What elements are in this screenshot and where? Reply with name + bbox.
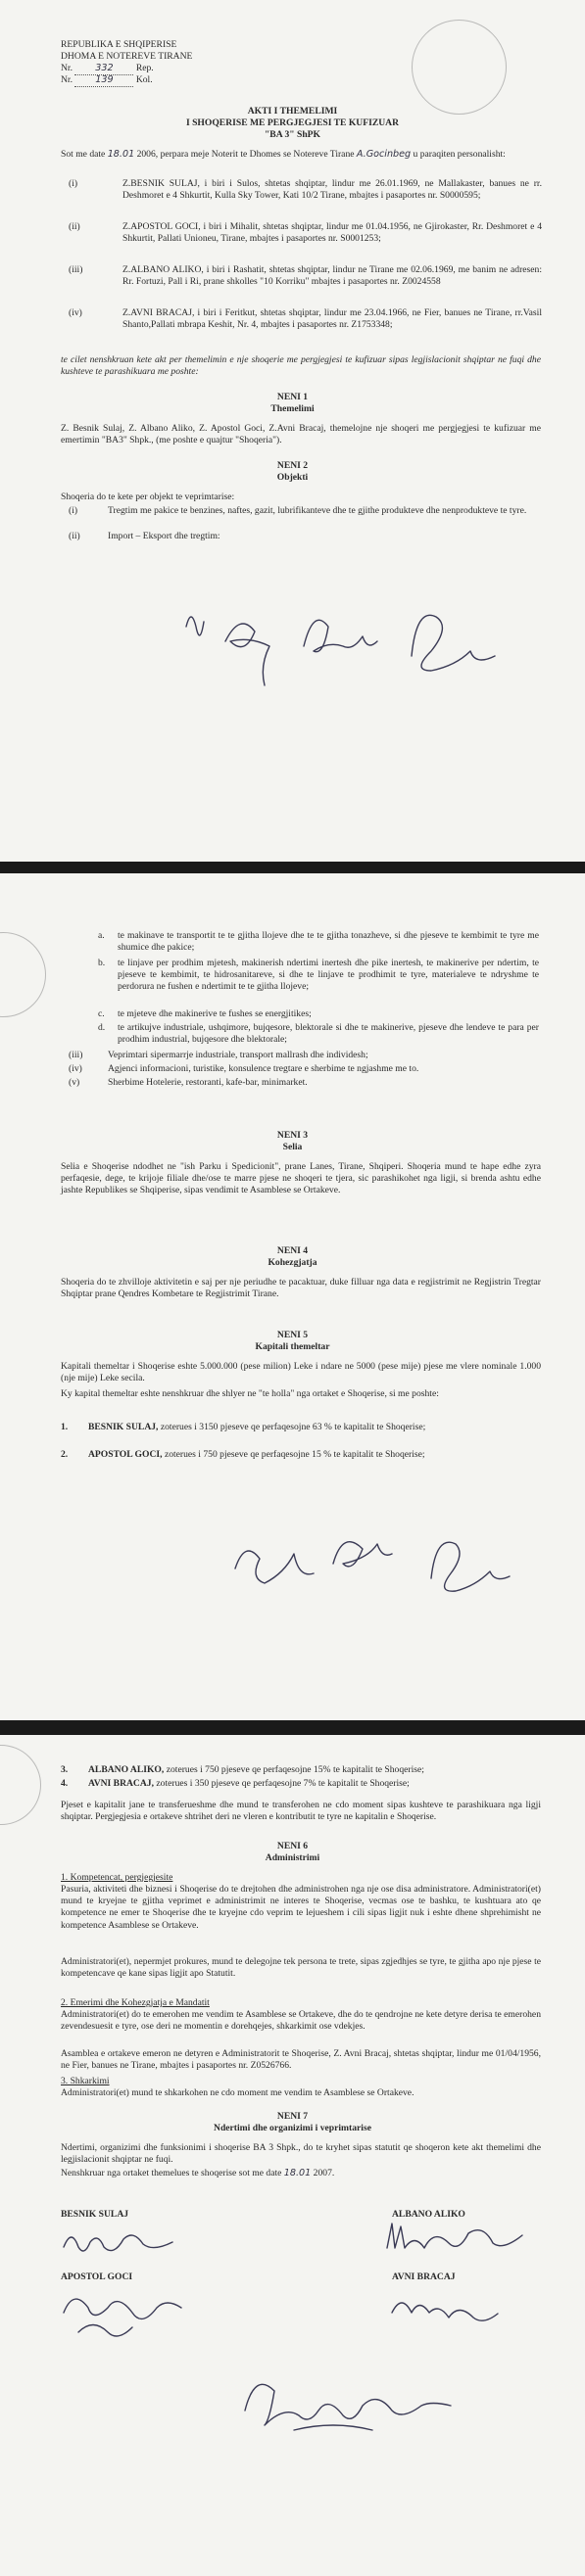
article-5-text-1: Kapitali themeltar i Shoqerise eshte 5.000.000 (pese milion) Leke i ndare ne 5000 (pese mije) pjese me vlere nominale 1.000 (nje mije) Leke secila. — [61, 1361, 541, 1384]
notary-stamp — [0, 932, 46, 1017]
article-2-title: Objekti — [276, 472, 309, 483]
holder-num: 3. — [61, 1764, 69, 1775]
article-6-number: NENI 6 — [276, 1841, 309, 1851]
object-num: (iv) — [69, 1063, 82, 1074]
subitem-text: te linjave per prodhim mjetesh, makinerish ndertimi inertesh dhe pike inertesh, te makinerive per ndertim, te pjeseve te kembimit, te hidrosanitareve, si dhe te linjave te prodhimit te tyre, materialeve te ndryshme te perdorura ne fushen e ndertimit te te gjitha llojeve; — [118, 958, 539, 993]
header-nr-rep: Nr. 332 Rep. — [61, 63, 154, 75]
object-num: (ii) — [69, 531, 80, 541]
signer-name-2: ALBANO ALIKO — [392, 2209, 465, 2220]
party-text: Z.BESNIK SULAJ, i biri i Sulos, shtetas shqiptar, lindur me 26.01.1969, ne Mallakaster, banues ne rr. Deshmoret e 4 Shkurtit, Kulla Sky Tower, Kati 10/2 Tirane, mbajtes i pasaportes nr. S0000595; — [122, 178, 542, 202]
notary-stamp — [0, 1745, 41, 1825]
header-chamber: DHOMA E NOTEREVE TIRANE — [61, 51, 193, 62]
party-num: (iv) — [69, 307, 82, 318]
article-6-sub-3: 3. Shkarkimi — [61, 2076, 110, 2086]
article-6-para-1: Pasuria, aktiviteti dhe biznesi i Shoqerise do te drejtohen dhe administrohen nga nje ose disa administratore. Administratori(et) mund te kryejne te gjitha veprimet e administrimit ne interes te Shoqerise, vecmas ose te bashku, te kushtuara ato qe kompetence ne emer te Shoqerise dhe te kryejne cdo veprim te lejueshem i cili sipas ligjit nuk i eshte dhene shprehimisht ne kompetence Asamblese se Ortakeve. — [61, 1884, 541, 1931]
party-num: (iii) — [69, 264, 83, 275]
object-num: (v) — [69, 1077, 80, 1088]
signer-name-1: BESNIK SULAJ — [61, 2209, 129, 2220]
doc-title-3: "BA 3" ShPK — [264, 129, 321, 140]
signature-apostol-goci — [59, 2283, 216, 2342]
party-text: Z.AVNI BRACAJ, i biri i Feritkut, shtetas shqiptar, lindur me 23.04.1966, ne Fier, banues ne Tirane, rr.Vasil Shanto,Pallati mbrapa Keshit, Nr. 4, mbajtes i pasaportes nr. Z1753348; — [122, 307, 542, 331]
signature-avni-bracaj — [387, 2285, 534, 2324]
document-page-3 — [0, 1735, 585, 2576]
header-republic: REPUBLIKA E SHQIPERISE — [61, 39, 177, 50]
signature-group-1 — [167, 587, 539, 705]
article-7-number: NENI 7 — [276, 2111, 309, 2122]
subitem-num: c. — [98, 1008, 105, 1019]
party-num: (i) — [69, 178, 78, 189]
article-2-number: NENI 2 — [276, 460, 309, 471]
parties-closing: te cilet nenshkruan kete akt per themelimin e nje shoqerie me pergjegjesi te kufizuar sipas legjislacionit shqiptar ne fuqi dhe kushteve te parashikuara me poshte: — [61, 354, 541, 378]
article-3-text: Selia e Shoqerise ndodhet ne "ish Parku i Spedicionit", prane Lanes, Tirane, Shqiperi. Shoqeria mund te hape edhe zyra perfaqesie, dege, te krijoje filiale dhe/ose te marre pjese ne shoqeri te tjera, sic parashikohet nga ligji, si brenda ashtu edhe jashte Republikes se Shqiperise, sipas vendimit te Asamblese se Ortakeve. — [61, 1161, 541, 1196]
article-6-sub-2: 2. Emerimi dhe Kohezgjatja e Mandatit — [61, 1997, 210, 2008]
object-text: Import – Eksport dhe tregtim: — [108, 531, 220, 541]
document-page-2 — [0, 873, 585, 1720]
signature-group-2 — [225, 1510, 549, 1617]
article-6-title: Administrimi — [265, 1852, 320, 1863]
transfer-clause: Pjeset e kapitalit jane te transferueshme dhe mund te transferohen ne cdo moment sipas kushteve te parashikuara nga ligji shqiptar. Pergjegjesia e ortakeve shtrihet deri ne vleren e kontributit te tyre ne kapitalin e Shoqerise. — [61, 1800, 541, 1823]
holder-num: 2. — [61, 1449, 69, 1460]
holder-line: APOSTOL GOCI, zoterues i 750 pjeseve qe perfaqesojne 15 % te kapitalit te Shoqerise; — [88, 1449, 425, 1460]
document-page-1 — [0, 0, 585, 862]
article-1-number: NENI 1 — [276, 392, 309, 402]
party-num: (ii) — [69, 221, 80, 232]
object-num: (iii) — [69, 1050, 83, 1060]
subitem-num: d. — [98, 1022, 106, 1033]
article-6-para-5: Administratori(et) mund te shkarkohen ne cdo moment me vendim te Asamblese se Ortakeve. — [61, 2087, 414, 2098]
article-6-para-2: Administratori(et), nepermjet prokures, mund te delegojne tek persona te trete, sipas zgjedhjes se tyre, te gjitha apo nje pjese te kompetencave qe kane sipas ligjit apo Statutit. — [61, 1956, 541, 1980]
holder-num: 1. — [61, 1422, 69, 1432]
doc-title-1: AKTI I THEMELIMI — [247, 106, 338, 117]
holder-line: AVNI BRACAJ, zoterues i 350 pjeseve qe perfaqesojne 7% te kapitalit te Shoqerise; — [88, 1778, 410, 1789]
subitem-text: te mjeteve dhe makinerive te fushes se energjitikes; — [118, 1008, 312, 1019]
article-7-title: Ndertimi dhe organizimi i veprimtarise — [214, 2123, 371, 2133]
signer-name-3: APOSTOL GOCI — [61, 2272, 133, 2282]
notary-stamp — [412, 20, 507, 115]
subitem-num: a. — [98, 930, 105, 941]
holder-num: 4. — [61, 1778, 69, 1789]
signature-albano-aliko — [382, 2219, 549, 2258]
article-3-number: NENI 3 — [276, 1130, 309, 1141]
party-text: Z.APOSTOL GOCI, i biri i Mihalit, shtetas shqiptar, lindur me 01.04.1956, ne Gjirokaster, Rr. Deshmoret e 4 Shkurtit, Pallati Unioneu, Tirane, mbajtes i pasaportes nr. S0001253; — [122, 221, 542, 245]
article-1-title: Themelimi — [270, 403, 315, 414]
object-num: (i) — [69, 505, 78, 516]
holder-line: BESNIK SULAJ, zoterues i 3150 pjeseve qe perfaqesojne 63 % te kapitalit te Shoqerise; — [88, 1422, 426, 1432]
object-text: Agjenci informacioni, turistike, konsulence tregtare e sherbime te ngjashme me to. — [108, 1063, 419, 1074]
article-6-sub-1: 1. Kompetencat, pergjegjesite — [61, 1872, 173, 1883]
article-4-title: Kohezgjatja — [268, 1257, 317, 1268]
article-3-title: Selia — [282, 1142, 303, 1152]
article-5-title: Kapitali themeltar — [255, 1341, 330, 1352]
article-4-number: NENI 4 — [276, 1245, 309, 1256]
article-1-text: Z. Besnik Sulaj, Z. Albano Aliko, Z. Apostol Goci, Z.Avni Bracaj, themelojne nje shoqeri me pergjegjesi te kufizuar me emertimin "BA3" Shpk., (me poshte e quajtur "Shoqeria"). — [61, 423, 541, 446]
signer-name-4: AVNI BRACAJ — [392, 2272, 456, 2282]
article-5-number: NENI 5 — [276, 1330, 309, 1340]
doc-title-2: I SHOQERISE ME PERGJEGJESI TE KUFIZUAR — [185, 117, 400, 128]
article-7-text: Ndertimi, organizimi dhe funksionimi i shoqerise BA 3 Shpk., do te kryhet sipas statutit qe shoqeron kete akt themelimi dhe legjislacionit shqiptar ne fuqi. — [61, 2142, 541, 2166]
object-text: Sherbime Hotelerie, restoranti, kafe-bar, minimarket. — [108, 1077, 308, 1088]
article-5-text-2: Ky kapital themeltar eshte nenshkruar dhe shlyer ne "te holla" nga ortaket e Shoqerise, si me poshte: — [61, 1388, 439, 1399]
article-2-intro: Shoqeria do te kete per objekt te veprimtarise: — [61, 492, 235, 502]
header-nr-kol: Nr. 139 Kol. — [61, 74, 153, 87]
signing-date-line: Nenshkruar nga ortaket themelues te shoqerise sot me date 18.01 2007. — [61, 2168, 335, 2178]
article-6-para-3: Administratori(et) do te emerohen me vendim te Asamblese se Ortakeve, dhe do te qendrojne ne kete detyre derisa te emerohen zevendesuesit e tyre, ose deri ne momentin e dorehqejes, shkarkimit ose vdekjes. — [61, 2009, 541, 2033]
subitem-text: te artikujve industriale, ushqimore, bujqesore, blektorale si dhe te makinerive, pjeseve dhe lendeve te para per prodhim industrial, bujqesore dhe blektorale; — [118, 1022, 539, 1046]
article-4-text: Shoqeria do te zhvilloje aktivitetin e saj per nje periudhe te pacaktuar, duke filluar nga data e regjistrimit ne Regjistrin Tregtar Shqiptar prane Qendres Kombetare te Regjistrimit Tirane. — [61, 1277, 541, 1300]
intro-paragraph: Sot me date 18.01 2006, perpara meje Noterit te Dhomes se Notereve Tirane A.Gocinbeg u paraqiten personalisht: — [61, 149, 506, 160]
signature-besnik-sulaj — [59, 2223, 196, 2262]
subitem-num: b. — [98, 958, 106, 968]
holder-line: ALBANO ALIKO, zoterues i 750 pjeseve qe perfaqesojne 15% te kapitalit te Shoqerise; — [88, 1764, 424, 1775]
signature-notary — [235, 2362, 480, 2450]
subitem-text: te makinave te transportit te te gjitha llojeve dhe te te gjitha tonazheve, si dhe pjeseve te kembimit te tyre me shumice dhe pakice; — [118, 930, 539, 954]
party-text: Z.ALBANO ALIKO, i biri i Rashatit, shtetas shqiptar, lindur ne Tirane me 02.06.1969, me banim ne adresen: Rr. Fortuzi, Pall i Ri, prane shkolles "10 Korriku" mbajtes i pasaportes nr. Z0024558 — [122, 264, 542, 288]
object-text: Tregtim me pakice te benzines, naftes, gazit, lubrifikanteve dhe te gjithe produkteve dhe nenprodukteve te tyre. — [108, 505, 527, 516]
object-text: Veprimtari sipermarrje industriale, transport mallrash dhe individesh; — [108, 1050, 368, 1060]
article-6-para-4: Asamblea e ortakeve emeron ne detyren e Administratorit te Shoqerise, Z. Avni Bracaj, shtetas shqiptar, lindur me 01/04/1956, ne Fier, banues ne Tirane, mbajtes i pasaportes nr. Z0526766. — [61, 2048, 541, 2072]
